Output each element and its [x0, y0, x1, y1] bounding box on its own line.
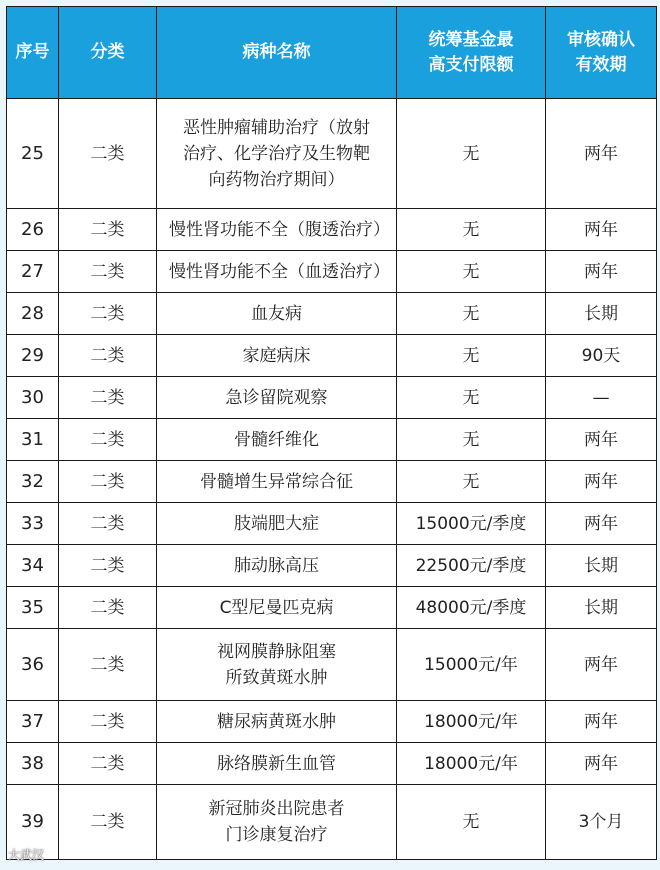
watermark-text: 大武汉 [8, 848, 45, 862]
row-validity: 3个月 [546, 785, 657, 860]
row-category: 二类 [59, 743, 157, 785]
row-category: 二类 [59, 545, 157, 587]
header-validity: 审核确认 有效期 [546, 7, 657, 99]
header-fund-limit: 统筹基金最 高支付限额 [397, 7, 546, 99]
row-number: 29 [7, 335, 59, 377]
row-number: 31 [7, 419, 59, 461]
row-validity: 长期 [546, 293, 657, 335]
row-disease-name: 慢性肾功能不全（血透治疗） [157, 251, 397, 293]
table-row [7, 629, 657, 701]
row-number: 26 [7, 209, 59, 251]
table-row [7, 251, 657, 293]
row-disease-name: 恶性肿瘤辅助治疗（放射 治疗、化学治疗及生物靶 向药物治疗期间） [157, 99, 397, 209]
table-row [7, 419, 657, 461]
row-category: 二类 [59, 461, 157, 503]
row-validity: 两年 [546, 629, 657, 701]
row-category: 二类 [59, 377, 157, 419]
row-disease-name: 骨髓纤维化 [157, 419, 397, 461]
watermark-logo [8, 846, 44, 863]
row-fund-limit: 22500元/季度 [397, 545, 546, 587]
row-number: 39 [7, 785, 59, 860]
row-number: 36 [7, 629, 59, 701]
row-validity: 长期 [546, 587, 657, 629]
row-validity: 长期 [546, 545, 657, 587]
header-category: 分类 [59, 7, 157, 99]
row-disease-name: 血友病 [157, 293, 397, 335]
row-fund-limit: 无 [397, 419, 546, 461]
header-disease-name: 病种名称 [157, 7, 397, 99]
row-disease-name: 急诊留院观察 [157, 377, 397, 419]
row-number: 38 [7, 743, 59, 785]
row-disease-name: 新冠肺炎出院患者 门诊康复治疗 [157, 785, 397, 860]
row-disease-name: 脉络膜新生血管 [157, 743, 397, 785]
row-category: 二类 [59, 419, 157, 461]
row-fund-limit: 48000元/季度 [397, 587, 546, 629]
header-no: 序号 [7, 7, 59, 99]
row-fund-limit: 15000元/年 [397, 629, 546, 701]
row-fund-limit: 无 [397, 209, 546, 251]
table-row [7, 503, 657, 545]
row-disease-name: 骨髓增生异常综合征 [157, 461, 397, 503]
row-number: 33 [7, 503, 59, 545]
table-row [7, 743, 657, 785]
row-validity: 两年 [546, 701, 657, 743]
row-category: 二类 [59, 629, 157, 701]
table-row [7, 701, 657, 743]
row-fund-limit: 无 [397, 377, 546, 419]
table-row [7, 587, 657, 629]
row-validity: 两年 [546, 209, 657, 251]
row-fund-limit: 15000元/季度 [397, 503, 546, 545]
row-validity: 两年 [546, 251, 657, 293]
row-number: 25 [7, 99, 59, 209]
row-fund-limit: 无 [397, 335, 546, 377]
row-validity: 两年 [546, 461, 657, 503]
table-row [7, 293, 657, 335]
row-disease-name: 慢性肾功能不全（腹透治疗） [157, 209, 397, 251]
row-disease-name: 肢端肥大症 [157, 503, 397, 545]
row-validity: 90天 [546, 335, 657, 377]
row-fund-limit: 18000元/年 [397, 701, 546, 743]
table-row [7, 209, 657, 251]
row-validity: 两年 [546, 743, 657, 785]
row-validity: — [546, 377, 657, 419]
table-row [7, 545, 657, 587]
row-category: 二类 [59, 209, 157, 251]
row-fund-limit: 无 [397, 293, 546, 335]
row-category: 二类 [59, 335, 157, 377]
row-disease-name: 糖尿病黄斑水肿 [157, 701, 397, 743]
row-disease-name: 视网膜静脉阻塞 所致黄斑水肿 [157, 629, 397, 701]
table-row [7, 99, 657, 209]
header-row [7, 7, 657, 99]
row-fund-limit: 无 [397, 251, 546, 293]
table-row [7, 785, 657, 860]
row-category: 二类 [59, 587, 157, 629]
row-number: 32 [7, 461, 59, 503]
row-number: 27 [7, 251, 59, 293]
table-row [7, 377, 657, 419]
row-validity: 两年 [546, 99, 657, 209]
row-number: 35 [7, 587, 59, 629]
row-number: 28 [7, 293, 59, 335]
row-disease-name: 家庭病床 [157, 335, 397, 377]
row-category: 二类 [59, 785, 157, 860]
row-validity: 两年 [546, 503, 657, 545]
row-number: 30 [7, 377, 59, 419]
row-fund-limit: 无 [397, 99, 546, 209]
row-fund-limit: 无 [397, 785, 546, 860]
row-fund-limit: 无 [397, 461, 546, 503]
row-disease-name: 肺动脉高压 [157, 545, 397, 587]
row-category: 二类 [59, 701, 157, 743]
row-disease-name: C型尼曼匹克病 [157, 587, 397, 629]
row-category: 二类 [59, 251, 157, 293]
disease-table [6, 6, 657, 860]
row-number: 34 [7, 545, 59, 587]
row-fund-limit: 18000元/年 [397, 743, 546, 785]
row-validity: 两年 [546, 419, 657, 461]
row-category: 二类 [59, 503, 157, 545]
table-row [7, 335, 657, 377]
row-number: 37 [7, 701, 59, 743]
table-row [7, 461, 657, 503]
row-category: 二类 [59, 293, 157, 335]
row-category: 二类 [59, 99, 157, 209]
